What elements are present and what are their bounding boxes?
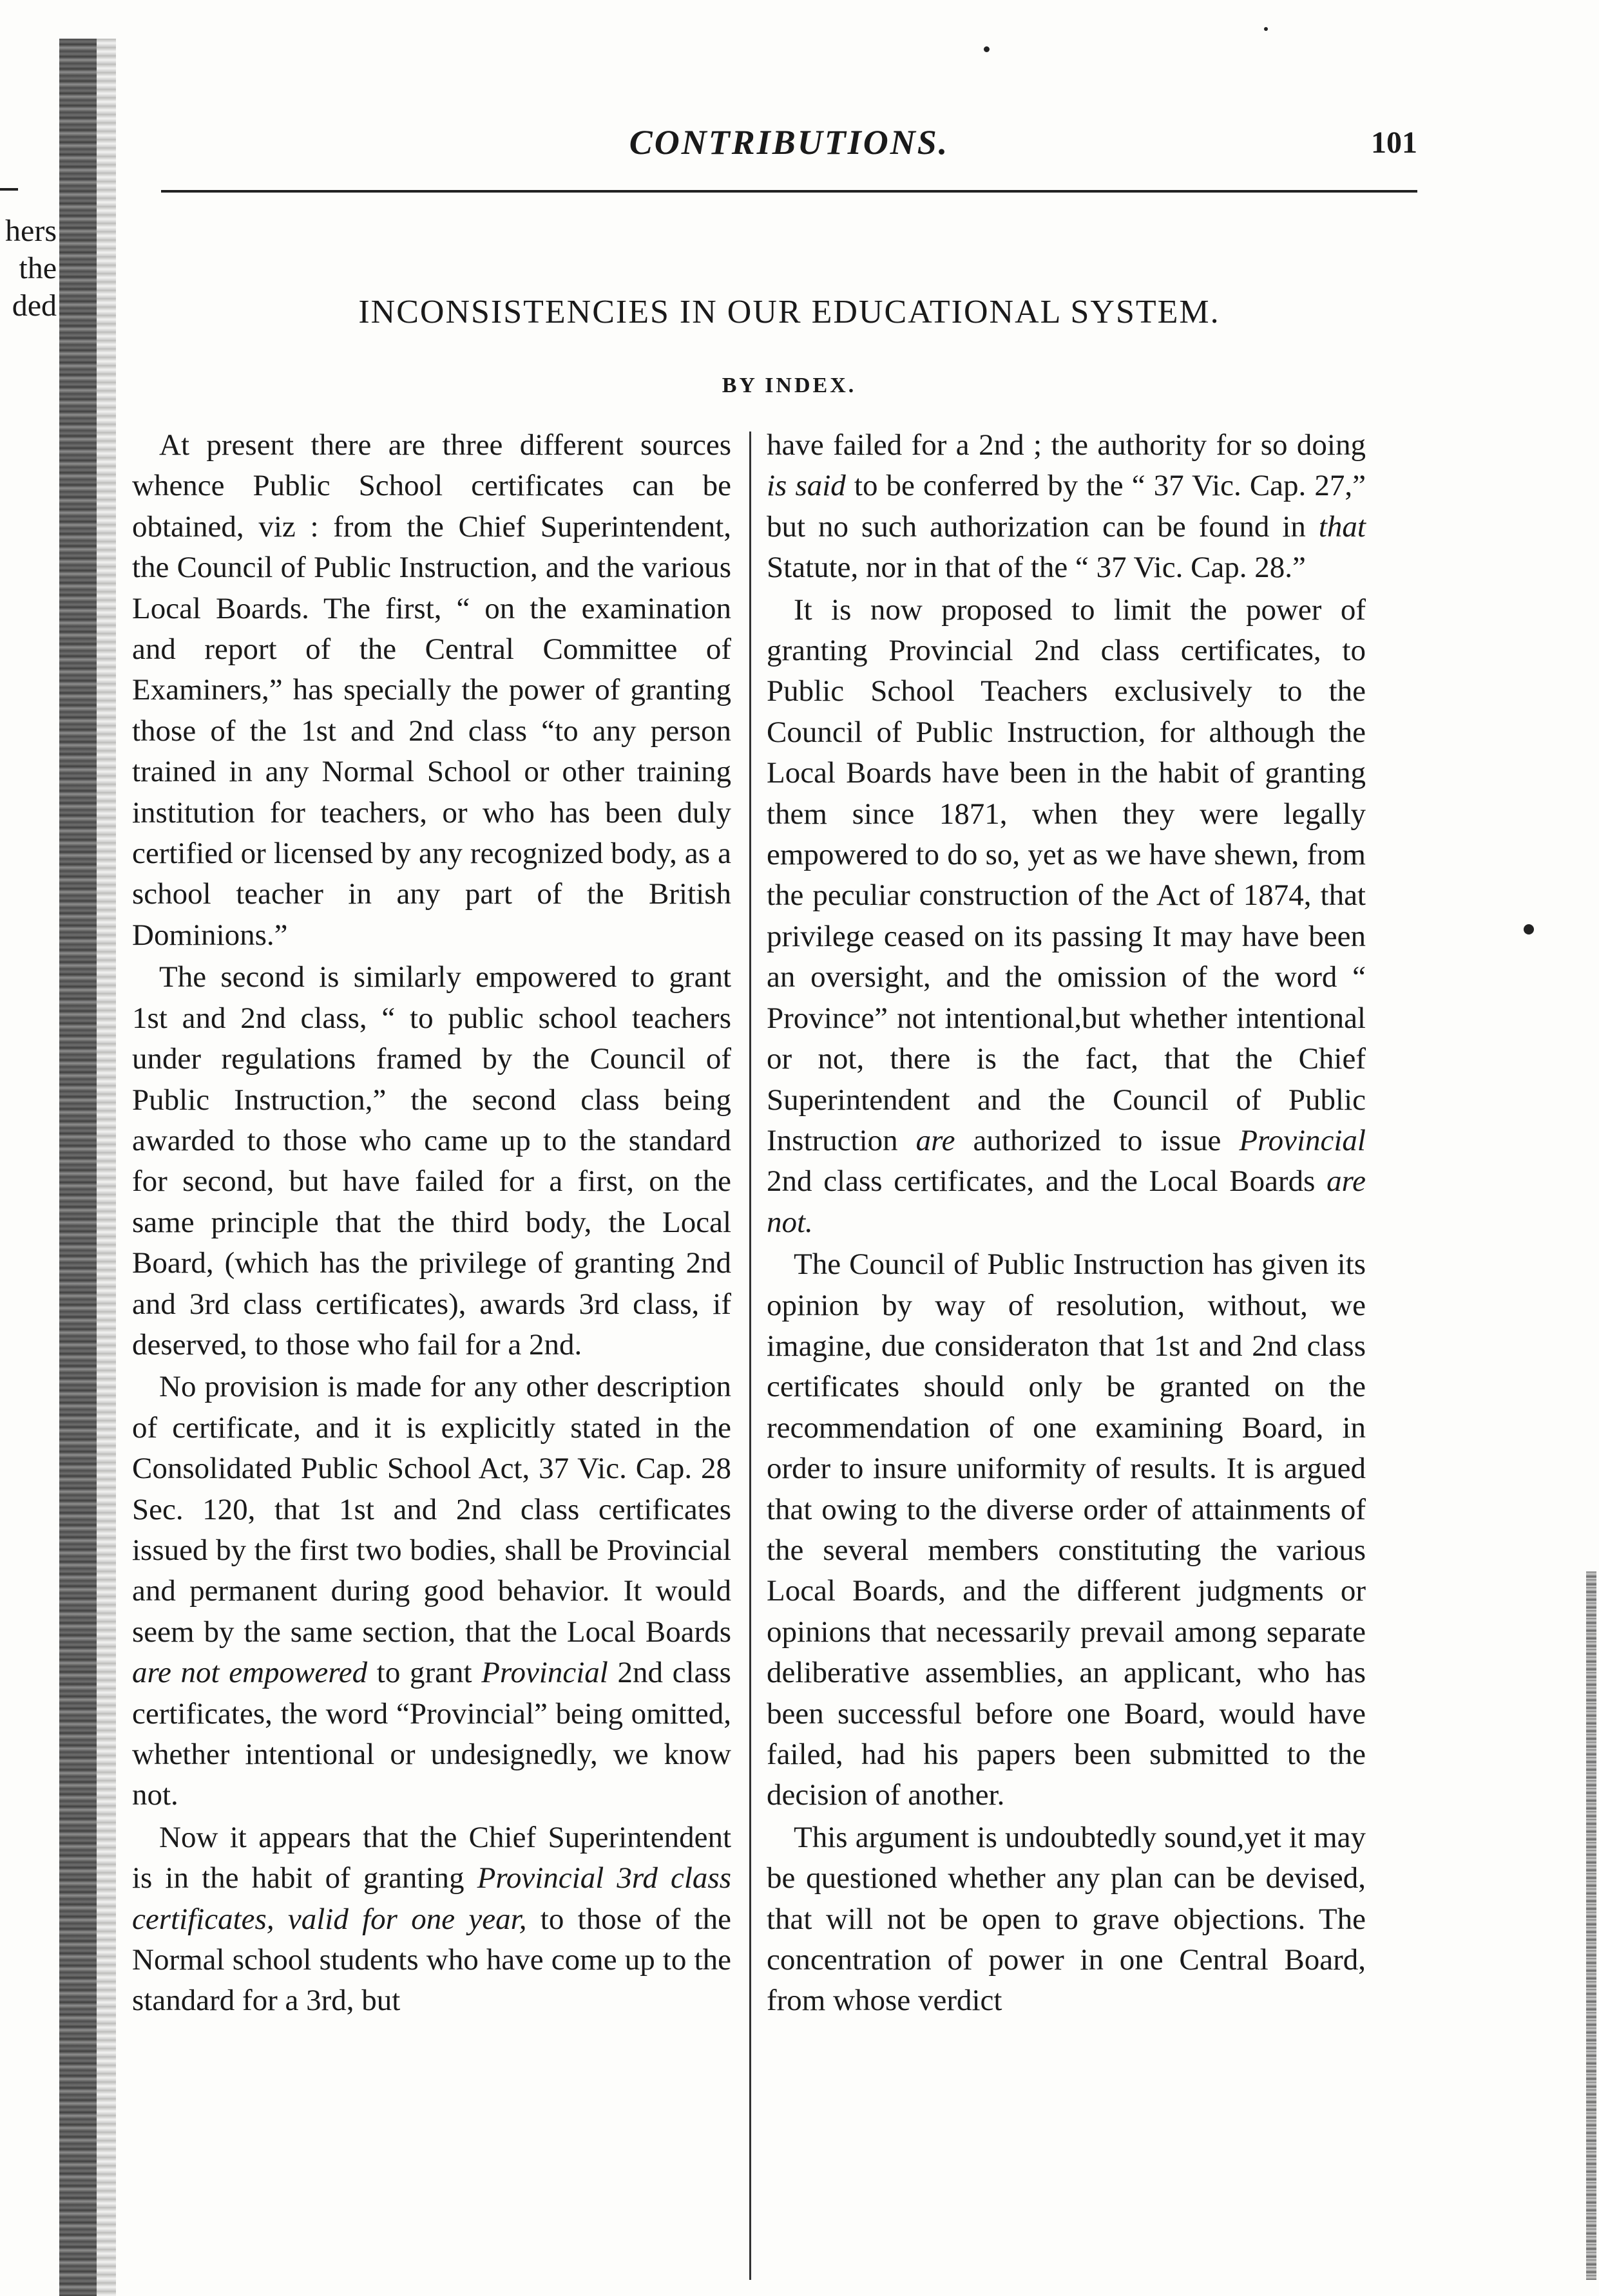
- column-divider: [749, 432, 751, 2280]
- paragraph: The second is similarly empowered to grant 1st and 2nd class, “ to public school teachers under regulations framed by the Council of Public Instruction,” the second class being awarded to those who came up to the standard for second, but have failed for a first, on the same principle that the third body, the Local Board, (which has the privilege of granting 2nd and 3rd class certificates), awards 3rd class, if deserved, to those who fail for a 2nd.: [132, 960, 731, 1361]
- text-run: 2nd class certificates, and the Local Boards: [767, 1164, 1327, 1199]
- running-head: [161, 122, 1417, 174]
- text-run: have failed for a 2nd ; the authority for so doing: [767, 428, 1366, 462]
- article-title: INCONSISTENCIES IN OUR EDUCATIONAL SYSTEM.: [358, 294, 1220, 330]
- fragment-line: hers: [5, 214, 57, 248]
- text-run: to grant: [367, 1656, 482, 1690]
- fragment-line: ded: [12, 289, 57, 323]
- text-run: No provision is made for any other description of certificate, and it is explicitly stated in the Consolidated Public School Act, 37 Vic. Cap. 28 Sec. 120, that 1st and 2nd class certificates issued by the first two bodies, shall be Provincial and permanent during good behavior. It would seem by the same section, that the Local Boards: [132, 1370, 731, 1649]
- text-run: to those of the Normal school students who have come up to the standard for a 3rd, but: [132, 1902, 731, 2018]
- right-edge-noise: [1586, 1571, 1596, 2280]
- text-run: 2nd class certificates, the word “Provincial” being omitted, whether intentional or undesignedly, we know not.: [132, 1656, 731, 1812]
- running-title: CONTRIBUTIONS.: [629, 123, 950, 162]
- paragraph: This argument is undoubtedly sound,yet it may be questioned whether any plan can be devised, that will not be open to grave objections. The concentration of power in one Central Board, from whose verdict: [767, 1820, 1366, 2018]
- emphasis: that: [1318, 509, 1366, 544]
- paragraph: [132, 1817, 731, 2022]
- header-rule: [161, 190, 1417, 193]
- paragraph: [132, 1367, 731, 1816]
- text-run: Now it appears that the Chief Superintendent is in the habit of granting: [132, 1820, 731, 1895]
- fragment-line: the: [19, 251, 57, 285]
- emphasis: are: [915, 1123, 955, 1157]
- ink-speck: [1524, 924, 1534, 935]
- paragraph: [767, 425, 1366, 589]
- page-number: 101: [1371, 126, 1417, 160]
- emphasis: is said: [767, 469, 846, 503]
- left-column: [132, 425, 731, 2023]
- emphasis: Provincial: [1239, 1123, 1366, 1157]
- text-run: It is now proposed to limit the power of granting Provincial 2nd class certificates, to Public School Teachers exclusively to the Council of Public Instruction, for although the Local Boards have been in the habit of granting them since 1871, when they were legally empowered to do so, yet as we have shewn, from the peculiar construction of the Act of 1874, that privilege ceased on its passing It may have been an oversight, and the omission of the word “ Province” not intentional,but whether intentional or not, there is the fact, that the Chief Superintendent and the Council of Public Instruction: [767, 593, 1366, 1157]
- book-spine-shadow: [59, 39, 97, 2296]
- ink-speck: [1264, 27, 1268, 31]
- emphasis: are not.: [767, 1164, 1366, 1239]
- emphasis: are not empowered: [132, 1656, 368, 1690]
- emphasis: Provincial 3rd class certificates, valid for one year,: [132, 1861, 731, 1936]
- paragraph: At present there are three different sources whence Public School certificates can be obtained, viz : from the Chief Superintendent, the Council of Public Instruction, and the various Local Boards. The first, “ on the examination and report of the Central Committee of Examiners,” has specially the power of granting those of the 1st and 2nd class “to any person trained in any Normal School or other training institution for teachers, or who has been duly certified or licensed by any recognized body, as a school teacher in any part of the British Dominions.”: [132, 428, 731, 952]
- paragraph: The Council of Public Instruction has given its opinion by way of resolution, without, we imagine, due consideraton that 1st and 2nd class certificates should only be granted on the recommendation of one examining Board, in order to insure uniformity of results. It is argued that owing to the diverse order of attainments of the several members constituting the various Local Boards, and the different judgments or opinions that necessarily prevail among separate deliberative assemblies, an applicant, who has been successful before one Board, would have failed, had his papers been submitted to the decision of another.: [767, 1248, 1366, 1812]
- emphasis: Provincial: [481, 1656, 608, 1690]
- text-run: to be conferred by the “ 37 Vic. Cap. 27,” but no such authorization can be found in: [767, 469, 1366, 544]
- ink-speck: [984, 46, 990, 52]
- gutter-shadow: [97, 39, 116, 2296]
- previous-page-dash: [0, 188, 18, 191]
- byline: BY INDEX.: [722, 374, 857, 397]
- text-run: authorized to issue: [955, 1123, 1240, 1157]
- text-run: Statute, nor in that of the “ 37 Vic. Cap. 28.”: [767, 551, 1306, 585]
- paragraph: [767, 590, 1366, 1244]
- previous-page-fragment: [0, 213, 57, 325]
- right-column: [767, 425, 1366, 2023]
